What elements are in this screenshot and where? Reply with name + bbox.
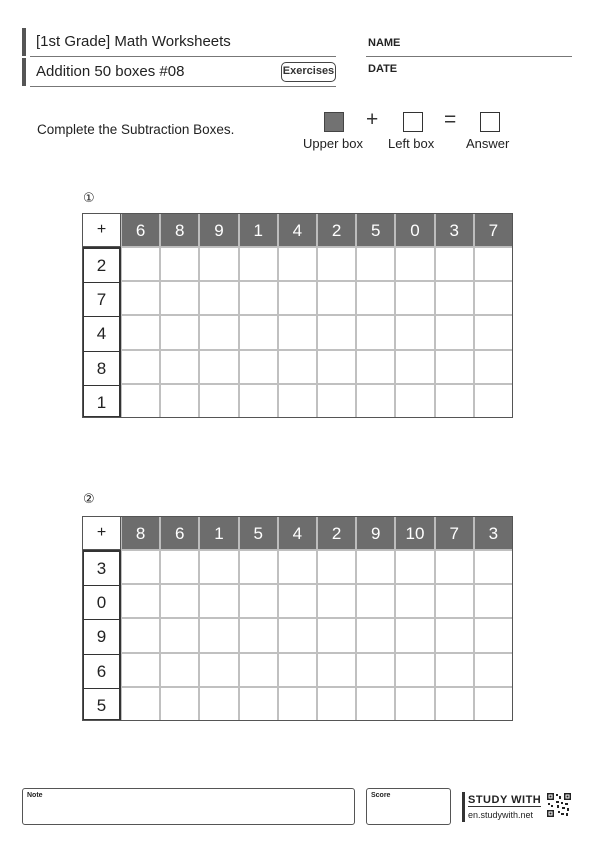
left-number-column xyxy=(82,247,121,418)
answer-cell[interactable] xyxy=(199,618,238,652)
answer-cell[interactable] xyxy=(121,584,160,618)
answer-cell[interactable] xyxy=(474,653,513,687)
answer-cell[interactable] xyxy=(395,350,434,384)
answer-cell[interactable] xyxy=(474,281,513,315)
answer-cell[interactable] xyxy=(356,247,395,281)
answer-cell[interactable] xyxy=(474,550,513,584)
instruction-text: Complete the Subtraction Boxes. xyxy=(37,122,235,137)
header-accent-bar xyxy=(22,28,26,56)
answer-cell[interactable] xyxy=(395,281,434,315)
answer-cell[interactable] xyxy=(317,350,356,384)
answer-cell[interactable] xyxy=(474,247,513,281)
left-number-cell: 9 xyxy=(84,620,119,654)
left-number-cell: 1 xyxy=(96,392,107,412)
answer-cell[interactable] xyxy=(121,281,160,315)
upper-number-cell: 5 xyxy=(239,516,278,550)
legend-left-box xyxy=(403,112,423,132)
operator-cell: + xyxy=(82,516,121,550)
name-field-line[interactable] xyxy=(366,56,572,57)
left-number-cell: 8 xyxy=(84,352,119,386)
answer-cell[interactable] xyxy=(121,550,160,584)
answer-cell[interactable] xyxy=(395,687,434,721)
addition-grid xyxy=(82,516,513,721)
answer-cell[interactable] xyxy=(395,584,434,618)
legend-answer-caption: Answer xyxy=(466,136,510,151)
upper-number-cell: 9 xyxy=(199,213,238,247)
exercises-badge: Exercises xyxy=(281,62,336,82)
answer-cell[interactable] xyxy=(356,281,395,315)
answer-cell[interactable] xyxy=(356,653,395,687)
answer-cell[interactable] xyxy=(395,550,434,584)
brand-accent-bar xyxy=(462,792,465,822)
answer-cell[interactable] xyxy=(239,315,278,349)
upper-number-cell: 5 xyxy=(356,213,395,247)
upper-number-cell: 4 xyxy=(278,516,317,550)
answer-cell[interactable] xyxy=(395,315,434,349)
answer-cell[interactable] xyxy=(435,687,474,721)
answer-cell[interactable] xyxy=(356,618,395,652)
date-label: DATE xyxy=(368,63,398,75)
answer-cell[interactable] xyxy=(317,315,356,349)
answer-cell[interactable] xyxy=(239,247,278,281)
answer-cell[interactable] xyxy=(278,687,317,721)
answer-cell[interactable] xyxy=(239,687,278,721)
answer-cell[interactable] xyxy=(317,687,356,721)
answer-cell[interactable] xyxy=(278,618,317,652)
answer-cell[interactable] xyxy=(435,247,474,281)
legend-upper-box xyxy=(324,112,344,132)
answer-cell[interactable] xyxy=(317,384,356,418)
upper-number-cell: 1 xyxy=(199,516,238,550)
answer-cell[interactable] xyxy=(356,384,395,418)
brand-logo-text: STUDY WITH xyxy=(468,794,542,806)
note-label: Note xyxy=(27,792,43,799)
answer-cell[interactable] xyxy=(160,315,199,349)
answer-cell[interactable] xyxy=(395,247,434,281)
upper-number-cell: 10 xyxy=(395,516,434,550)
upper-number-cell: 9 xyxy=(356,516,395,550)
answer-cell[interactable] xyxy=(199,350,238,384)
worksheet-title: [1st Grade] Math Worksheets xyxy=(36,33,231,50)
answer-cell[interactable] xyxy=(395,618,434,652)
answer-cell[interactable] xyxy=(239,550,278,584)
answer-cell[interactable] xyxy=(356,350,395,384)
answer-cell[interactable] xyxy=(278,550,317,584)
answer-cell[interactable] xyxy=(278,247,317,281)
answer-cell[interactable] xyxy=(121,687,160,721)
answer-cell[interactable] xyxy=(474,315,513,349)
answer-cell[interactable] xyxy=(278,350,317,384)
upper-number-cell: 6 xyxy=(160,516,199,550)
answer-cell[interactable] xyxy=(435,584,474,618)
left-number-cell: 5 xyxy=(96,695,107,715)
answer-cell[interactable] xyxy=(474,584,513,618)
upper-number-cell: 6 xyxy=(121,213,160,247)
answer-cell[interactable] xyxy=(199,247,238,281)
answer-cell[interactable] xyxy=(199,584,238,618)
answer-cell[interactable] xyxy=(199,550,238,584)
operator-cell: + xyxy=(82,213,121,247)
answer-cell[interactable] xyxy=(121,315,160,349)
upper-number-cell: 8 xyxy=(160,213,199,247)
answer-cell[interactable] xyxy=(435,653,474,687)
upper-number-cell: 3 xyxy=(474,516,513,550)
answer-cell[interactable] xyxy=(395,653,434,687)
answer-cell[interactable] xyxy=(160,281,199,315)
answer-cell[interactable] xyxy=(435,384,474,418)
upper-number-cell: 8 xyxy=(121,516,160,550)
legend-left-caption: Left box xyxy=(388,136,435,151)
left-number-cell: 4 xyxy=(84,317,119,351)
answer-cell[interactable] xyxy=(199,384,238,418)
answer-cell[interactable] xyxy=(121,653,160,687)
legend-upper-caption: Upper box xyxy=(303,136,363,151)
answer-cell[interactable] xyxy=(160,550,199,584)
left-number-column xyxy=(82,550,121,721)
answer-cell[interactable] xyxy=(121,247,160,281)
answer-cell[interactable] xyxy=(239,350,278,384)
answer-cell[interactable] xyxy=(160,653,199,687)
answer-cell[interactable] xyxy=(395,384,434,418)
answer-cell[interactable] xyxy=(356,584,395,618)
answer-cell[interactable] xyxy=(474,687,513,721)
answer-cell[interactable] xyxy=(239,653,278,687)
answer-cell[interactable] xyxy=(317,618,356,652)
left-number-cell: 3 xyxy=(84,552,119,586)
brand-url: en.studywith.net xyxy=(468,810,534,820)
addition-grid xyxy=(82,213,513,418)
answer-cell[interactable] xyxy=(435,350,474,384)
answer-cell[interactable] xyxy=(474,384,513,418)
header-accent-bar-2 xyxy=(22,58,26,86)
qr-code-icon xyxy=(546,792,572,818)
upper-number-cell: 4 xyxy=(278,213,317,247)
note-box[interactable] xyxy=(22,788,355,825)
answer-cell[interactable] xyxy=(160,350,199,384)
answer-cell[interactable] xyxy=(435,550,474,584)
answer-cell[interactable] xyxy=(160,618,199,652)
answer-cell[interactable] xyxy=(239,618,278,652)
answer-cell[interactable] xyxy=(435,281,474,315)
answer-cell[interactable] xyxy=(474,350,513,384)
answer-cell[interactable] xyxy=(121,384,160,418)
answer-cell[interactable] xyxy=(199,687,238,721)
legend-answer-box xyxy=(480,112,500,132)
problem-number: ② xyxy=(83,491,95,506)
answer-cell[interactable] xyxy=(317,653,356,687)
answer-cell[interactable] xyxy=(121,618,160,652)
answer-cell[interactable] xyxy=(160,384,199,418)
answer-cell[interactable] xyxy=(278,584,317,618)
score-box[interactable] xyxy=(366,788,451,825)
answer-cell[interactable] xyxy=(239,384,278,418)
answer-cell[interactable] xyxy=(239,281,278,315)
answer-cell[interactable] xyxy=(356,687,395,721)
name-label: NAME xyxy=(368,37,401,49)
left-number-cell: 7 xyxy=(84,283,119,317)
answer-cell[interactable] xyxy=(160,584,199,618)
answer-cell[interactable] xyxy=(278,653,317,687)
upper-number-cell: 7 xyxy=(435,516,474,550)
left-number-cell: 0 xyxy=(84,586,119,620)
left-number-cell: 6 xyxy=(84,655,119,689)
problem-number: ① xyxy=(83,190,95,205)
answer-cell[interactable] xyxy=(435,315,474,349)
upper-number-cell: 0 xyxy=(395,213,434,247)
answer-cell[interactable] xyxy=(317,584,356,618)
legend-plus-sign: + xyxy=(366,108,379,131)
answer-cell[interactable] xyxy=(474,618,513,652)
answer-cell[interactable] xyxy=(239,584,278,618)
answer-cell[interactable] xyxy=(199,653,238,687)
upper-number-cell: 2 xyxy=(317,516,356,550)
score-label: Score xyxy=(371,792,391,799)
answer-cell[interactable] xyxy=(317,247,356,281)
header-divider xyxy=(30,56,336,57)
legend-equals-sign: = xyxy=(444,108,457,131)
upper-number-cell: 3 xyxy=(435,213,474,247)
left-number-cell: 2 xyxy=(84,249,119,283)
worksheet-subtitle: Addition 50 boxes #08 xyxy=(36,63,185,80)
answer-cell[interactable] xyxy=(278,281,317,315)
upper-number-cell: 2 xyxy=(317,213,356,247)
answer-cell[interactable] xyxy=(356,550,395,584)
upper-number-cell: 7 xyxy=(474,213,513,247)
answer-cell[interactable] xyxy=(199,281,238,315)
answer-cell[interactable] xyxy=(317,550,356,584)
answer-cell[interactable] xyxy=(317,281,356,315)
header-bottom-line xyxy=(30,86,336,87)
answer-cell[interactable] xyxy=(278,384,317,418)
answer-cell[interactable] xyxy=(199,315,238,349)
upper-number-cell: 1 xyxy=(239,213,278,247)
answer-cell[interactable] xyxy=(160,247,199,281)
answer-cell[interactable] xyxy=(278,315,317,349)
answer-cell[interactable] xyxy=(435,618,474,652)
answer-cell[interactable] xyxy=(121,350,160,384)
answer-cell[interactable] xyxy=(160,687,199,721)
answer-cell[interactable] xyxy=(356,315,395,349)
